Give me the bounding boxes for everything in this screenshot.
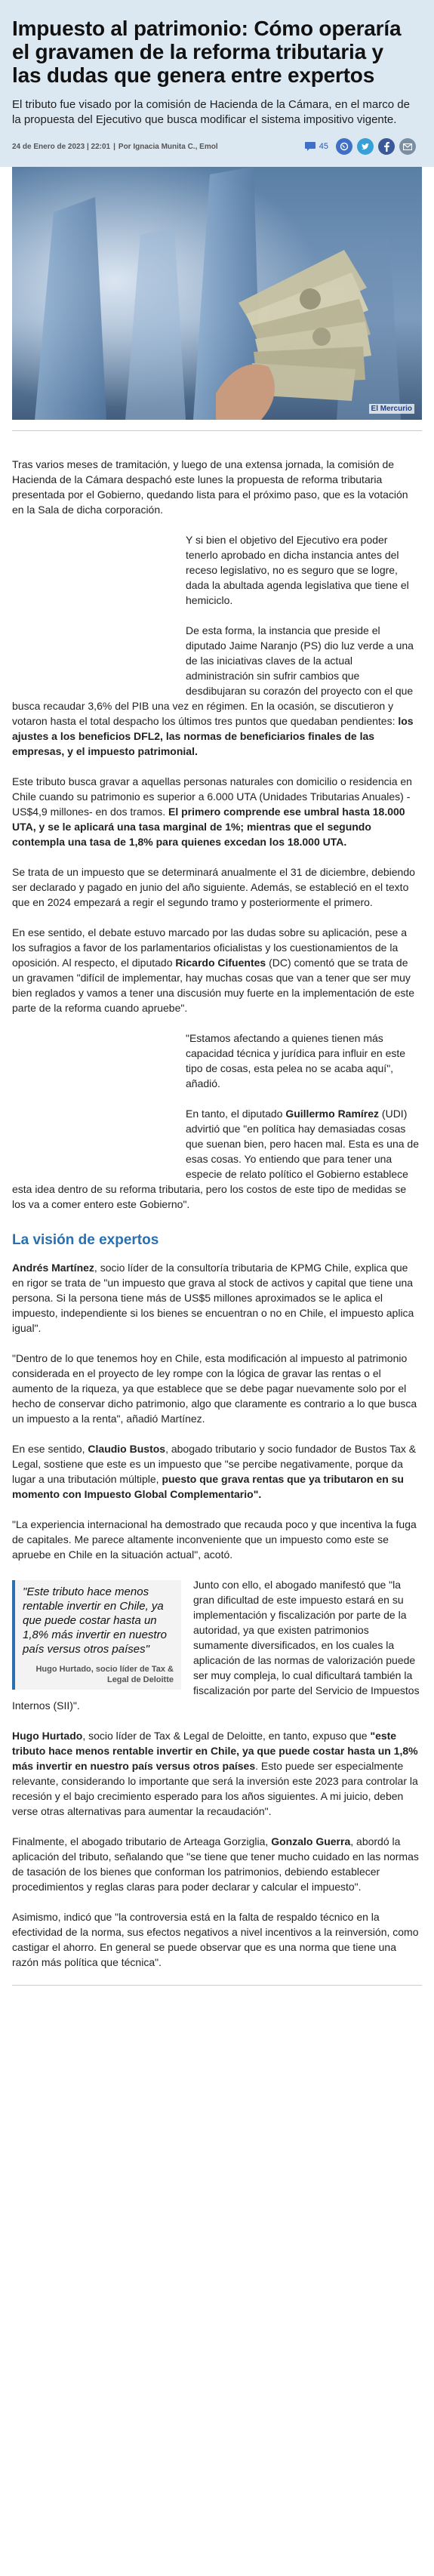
photo-divider — [12, 430, 422, 431]
paragraph: Asimismo, indicó que "la controversia está en la falta de respaldo técnico en la efectividad de la norma, sus efectos negativos a nivel incentivos a la reinversión, como castigar el ahorro. En general se puede observar que es una norma que tiene una razón más política que técnica". — [12, 1911, 419, 1968]
paragraph: Junto con ello, el abogado manifestó que "la gran dificultad de este impuesto estará en su implementación y fiscalización por parte de la autoridad, ya que existen patrimonios sumamente diversificados, en los cuales la aplicación de las normas de valorización puede ser muy compleja, lo cual dificultará también la fiscalización por parte del Servicio de Impuestos Internos (SII)". — [12, 1579, 420, 1712]
comments-link[interactable] — [304, 141, 328, 152]
text-run: En tanto, el diputado — [186, 1108, 286, 1120]
person-name: Hugo Hurtado — [12, 1730, 83, 1742]
article-byline: Por Ignacia Munita C., Emol — [118, 142, 218, 151]
article-photo — [12, 167, 422, 420]
person-name: Gonzalo Guerra — [271, 1835, 351, 1847]
person-name: Andrés Martínez — [12, 1262, 94, 1274]
paragraph — [12, 1260, 422, 1336]
paragraph: Se trata de un impuesto que se determinará anualmente el 31 de diciembre, debiendo ser declarado y pagado en junio del año siguiente. Además, se estableció en el texto que en 2024 empezará a regir el segundo tramo y posteriormente el primero. — [12, 866, 415, 908]
text-run: , abordó la aplicación del tributo, señalando que "se tiene que tener mucho cuidado en las normas de tasación de los bienes que conforman los patrimonios, debiendo establecer procedimientos y reglas claras para poder declarar y calcular el impuesto". — [12, 1835, 419, 1893]
inline-ad-space — [12, 535, 177, 691]
article-title: Impuesto al patrimonio: Cómo operaría el gravamen de la reforma tributaria y las dudas que genera entre expertos — [12, 17, 402, 87]
text-run: En ese sentido, el debate estuvo marcado por las dudas sobre su aplicación, pese a los sufragios a favor de los parlamentarios oficialistas y los cuestionamientos de la oposición. Al respecto, el diputado — [12, 926, 407, 969]
text-run: De esta forma, la instancia que preside el diputado Jaime Naranjo (PS) dio luz verde a una de las iniciativas claves de la actual administración sin sufrir cambios que desdibujaran su corazón del proyecto con el que busca recaudar 3,6% del PIB una vez en régimen. En la ocasión, se discutieron y votaron hasta el total despacho los últimos tres puntos que quedaban pendientes: — [12, 624, 414, 727]
inline-ad-space — [12, 1032, 177, 1165]
pull-quote-author: Hugo Hurtado, socio líder de Tax & Legal de Deloitte — [35, 1665, 174, 1684]
article-meta — [12, 143, 218, 151]
article-body — [0, 457, 434, 1970]
email-icon[interactable] — [399, 138, 416, 155]
text-run: Finalmente, el abogado tributario de Arteaga Gorziglia, — [12, 1835, 272, 1847]
section-title: La visión de expertos — [12, 1232, 159, 1248]
bold-text-run: los ajustes a los beneficios DFL2, las normas de beneficiarios finales de las empresas, y el impuesto patrimonial. — [12, 715, 414, 757]
meta-row — [12, 138, 416, 158]
person-name: Guillermo Ramírez — [285, 1108, 380, 1120]
share-bar — [304, 138, 416, 155]
text-run: , socio líder de Tax & Legal de Deloitte, en tanto, expuso que — [82, 1730, 371, 1742]
photo-credit: El Mercurio — [369, 404, 414, 414]
whatsapp-icon[interactable] — [336, 138, 352, 155]
comment-count: 45 — [319, 142, 328, 151]
text-run: En ese sentido, — [12, 1443, 88, 1455]
paragraph: "Estamos afectando a quienes tienen más capacidad técnica y jurídica para influir en este tipo de cosas, esta pelea no se acaba aquí", añadió. — [186, 1032, 406, 1089]
money-photo-illustration — [12, 167, 422, 420]
paragraph: "La experiencia internacional ha demostrado que recauda poco y que incentiva la fuga de capitales. Me parece altamente inconveniente que un impuesto como este se apruebe en Chile en la situación actual", acotó. — [12, 1518, 417, 1561]
pull-quote — [12, 1580, 181, 1690]
bold-text-run: "este tributo hace menos rentable invertir en Chile, ya que puede costar hasta un 1,8% más invertir en nuestro país versus otros países — [12, 1730, 418, 1772]
comment-icon — [304, 141, 316, 152]
paragraph — [12, 774, 422, 849]
meta-separator: | — [113, 142, 115, 151]
bold-text-run: El primero comprende ese umbral hasta 18.000 UTA, y se le aplicará una tasa marginal de 1%; mientras que el segundo contempla una tasa de 1,8% para quienes excedan los 18.000 UTA. — [12, 806, 405, 848]
paragraph — [12, 1834, 422, 1894]
twitter-icon[interactable] — [357, 138, 374, 155]
facebook-icon[interactable] — [378, 138, 395, 155]
paragraph — [12, 1441, 422, 1502]
text-run: Este tributo busca gravar a aquellas personas naturales con domicilio o residencia en Chile cuando su patrimonio es superior a 6.000 UTA (Unidades Tributarias Anuales) -US$4,9 millones- en dos tramos. — [12, 775, 412, 818]
article-subtitle: El tributo fue visado por la comisión de Hacienda de la Cámara, en el marco de la propuesta del Ejecutivo que busca modificar el sistema impositivo vigente. — [12, 98, 410, 126]
text-run: (UDI) advirtió que "en política hay demasiadas cosas que suenan bien, pero hacen mal. Esta es una de esas cosas. Yo entiendo que para tener una especie de relato político el Gobierno establece esta idea dentro de su reforma tributaria, pero los costos de este tipo de medidas se los va a comer entero este Gobierno". — [12, 1108, 419, 1210]
article-date: 24 de Enero de 2023 | 22:01 — [12, 142, 111, 151]
text-run: , socio líder de la consultoría tributaria de KPMG Chile, explica que en rigor se trata de "un impuesto que grava al stock de activos y capital que tiene una persona. Si la persona tiene más de US$5 millones aproximados se le aplica el impuesto, independiente si los bienes se encuentran o no en Chile, el impuesto aplica igual". — [12, 1262, 414, 1334]
text-run: (DC) comentó que se trata de un gravamen "difícil de implementar, hay muchas cosas que van a tener que ser muy bien reglados y vamos a tener una discusión muy fuerte en la implementación de este parte de la reforma cuando apruebe". — [12, 957, 415, 1014]
bold-text-run: puesto que grava rentas que ya tributaron en su momento con Impuesto Global Complementario". — [12, 1473, 404, 1500]
person-name: Ricardo Cifuentes — [175, 957, 266, 969]
text-run: . Esto puede ser especialmente relevante, considerando lo importante que será la inversión este 2023 para controlar la recesión y el bajo crecimiento esperado para los años siguientes. A mi juicio, deben verse otras alternativas para aumentar la recaudación". — [12, 1760, 418, 1817]
pull-quote-text: "Este tributo hace menos rentable invertir en Chile, ya que puede costar hasta un 1,8% más invertir en nuestro país versus otros países" — [23, 1585, 167, 1656]
article-header — [0, 0, 434, 167]
text-run: , abogado tributario y socio fundador de Bustos Tax & Legal, sostiene que este es un impuesto que "se percibe negativamente, porque da lugar a una tributación múltiple, — [12, 1443, 417, 1485]
paragraph: Tras varios meses de tramitación, y luego de una extensa jornada, la comisión de Hacienda de la Cámara despachó este lunes la propuesta de reforma tributaria presentada por el Gobierno, quedando lista para el próximo paso, que es la votación en la Sala de dicha corporación. — [12, 458, 408, 516]
paragraph: "Dentro de lo que tenemos hoy en Chile, esta modificación al impuesto al patrimonio considerada en el proyecto de ley rompe con la lógica de gravar las rentas o el aumento de la riqueza, ya que establece que se debe pagar nuevamente solo por el hecho de conservar dicho patrimonio, algo que claramente es contrario a lo que busca un impuesto a la renta", añadió Martínez. — [12, 1352, 417, 1425]
paragraph — [12, 1728, 422, 1819]
footer-divider — [12, 1985, 422, 1986]
paragraph: Y si bien el objetivo del Ejecutivo era poder tenerlo aprobado en dicha instancia antes del receso legislativo, no es seguro que se logre, dada la abultada agenda legislativa que tiene el hemiciclo. — [186, 534, 409, 606]
paragraph — [12, 925, 422, 1015]
person-name: Claudio Bustos — [88, 1443, 166, 1455]
